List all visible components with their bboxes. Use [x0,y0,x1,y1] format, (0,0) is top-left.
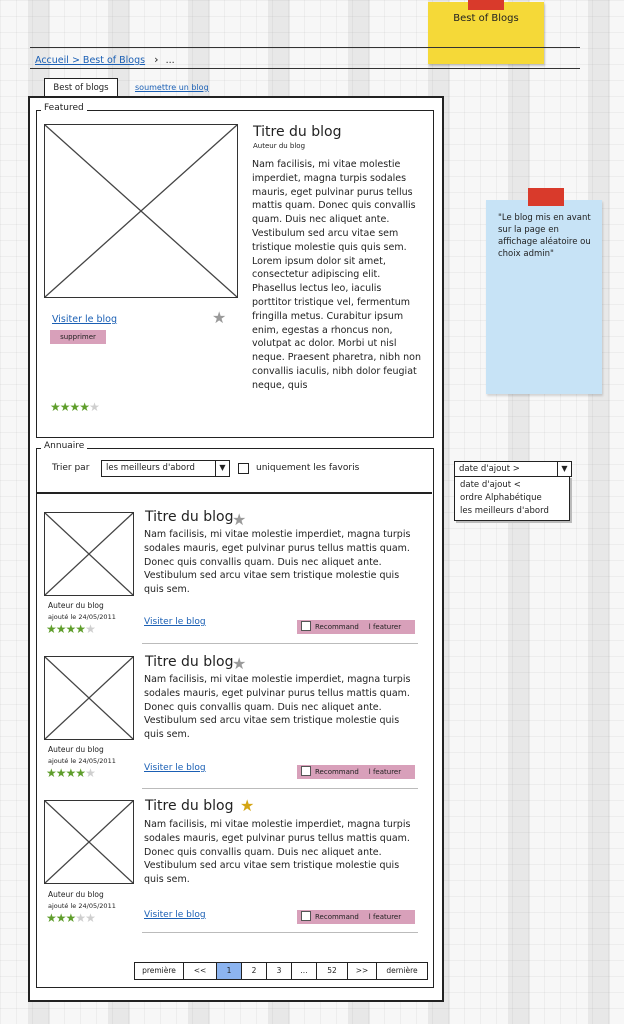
page-button[interactable]: 3 [267,963,292,979]
page-button[interactable]: 1 [217,963,242,979]
divider [30,68,580,69]
recommend-label: Recommand [315,913,359,921]
blog-description: Nam facilisis, mi vitae molestie imperdiet, magna turpis sodales mauris, eget pulvinar purus tellus mattis quam. Donec quis convallis quam. Duis nec aliquet ante. Vestibulum sed arcu vitae sem tristique molestie quis quis sem. [144,674,411,741]
sort-select[interactable] [101,460,230,477]
chevron-right-icon: › [154,53,159,66]
featured-rating [50,401,99,413]
page-button[interactable]: 2 [242,963,267,979]
rating-star-icon[interactable]: ★ [85,766,95,780]
blog-date: ajouté le 24/05/2011 [48,613,116,621]
rating-star-icon[interactable]: ★ [65,911,76,925]
favorites-label: uniquement les favoris [256,463,360,473]
rating-star-icon[interactable]: ★ [46,766,56,780]
rating-star-icon[interactable]: ★ [50,400,60,414]
page-prev-button[interactable]: << [184,963,217,979]
blog-image-placeholder [44,800,134,884]
featured-legend-text: Featured [44,103,84,113]
blog-visit-link[interactable]: Visiter le blog [144,763,206,773]
featured-visit-link[interactable]: Visiter le blog [52,314,118,325]
breadcrumb-trail[interactable]: Accueil > Best of Blogs [35,55,146,66]
feature-label: l featurer [368,768,402,776]
blog-image-placeholder [44,656,134,740]
tape [468,0,504,10]
annuaire-legend-text: Annuaire [44,441,85,451]
divider [30,47,580,48]
page-button[interactable]: 52 [317,963,348,979]
rating-star-icon[interactable]: ★ [75,622,86,636]
recommend-checkbox-icon [301,911,311,921]
feature-label: l featurer [368,623,402,631]
recommend-checkbox-icon [301,621,311,631]
featured-title: Titre du blog [253,124,342,140]
favorite-star-icon[interactable]: ★ [212,308,227,327]
blog-rating [46,912,95,924]
blog-author: Auteur du blog [48,745,104,754]
page-next-button[interactable]: >> [348,963,377,979]
sort-dropdown-list [454,476,570,521]
divider [142,643,418,644]
sticky-note-text: "Le blog mis en avant sur la page en affichage aléatoire ou choix admin" [498,213,591,259]
favorite-star-icon[interactable]: ★ [232,654,247,673]
feature-label: l featurer [368,913,402,921]
divider [142,932,418,933]
sort-label: Trier par [52,463,90,473]
chevron-down-icon: ▼ [215,461,229,476]
rating-star-icon[interactable]: ★ [69,400,80,414]
sort-dropdown-value: date d'ajout > [459,464,520,474]
blog-description: Nam facilisis, mi vitae molestie imperdiet, magna turpis sodales mauris, eget pulvinar purus tellus mattis quam. Donec quis convallis quam. Duis nec aliquet ante. Vestibulum sed arcu vitae sem tristique molestie quis quis sem. [144,819,411,886]
sort-select-value: les meilleurs d'abord [106,463,195,473]
blog-title: Titre du blog [145,798,234,814]
rating-star-icon[interactable]: ★ [75,766,86,780]
favorite-star-icon[interactable]: ★ [232,510,247,529]
blog-date: ajouté le 24/05/2011 [48,902,116,910]
featured-image-placeholder [44,124,238,298]
delete-button[interactable]: supprimer [50,330,106,344]
tape [528,188,564,206]
annuaire-legend [41,441,87,451]
dropdown-option[interactable]: ordre Alphabétique [460,493,542,503]
more-indicator: ... [226,487,237,497]
rating-star-icon[interactable]: ★ [79,400,90,414]
page-last-button[interactable]: dernière [386,966,418,975]
sticky-note-annotation [486,200,602,394]
recommend-label: Recommand [315,768,359,776]
featured-legend [41,103,87,113]
dropdown-option[interactable]: date d'ajout < [460,480,521,490]
dropdown-option[interactable]: les meilleurs d'abord [460,506,549,516]
sticky-title-text: Best of Blogs [453,13,519,24]
recommend-feature-button[interactable] [297,765,415,779]
recommend-feature-button[interactable] [297,620,415,634]
rating-star-icon[interactable]: ★ [55,766,66,780]
rating-star-icon[interactable]: ★ [46,622,56,636]
rating-star-icon[interactable]: ★ [55,622,66,636]
breadcrumb-more: ... [165,55,175,66]
blog-visit-link[interactable]: Visiter le blog [144,617,206,627]
featured-author: Auteur du blog [253,142,306,150]
rating-star-icon[interactable]: ★ [75,911,86,925]
featured-description: Nam facilisis, mi vitae molestie imperdiet, magna turpis sodales mauris, eget pulvinar purus tellus mattis quam. Donec quis convallis quam. Duis nec aliquet ante. Vestibulum sed arcu vitae sem tristique molestie quis quis sem. Lorem ipsum dolor sit amet, consectetur adipiscing elit. Phasellus lectus leo, iaculis porttitor tristique vel, fermentum fringilla metus. Curabitur ipsum enim, egestas a rhoncus non, volutpat ac dolor. Morbi ut nisl neque. Praesent pharetra, nibh non convallis iaculis, nibh dolor feugiat neque, quis [252,159,421,391]
blog-visit-link[interactable]: Visiter le blog [144,910,206,920]
favorites-checkbox[interactable] [238,463,249,474]
recommend-label: Recommand [315,623,359,631]
rating-star-icon[interactable]: ★ [46,911,56,925]
chevron-down-icon: ▼ [557,462,571,476]
tab-submit-blog[interactable]: soumettre un blog [135,83,209,92]
page-ellipsis: ... [292,963,317,979]
breadcrumb [35,53,175,66]
blog-title: Titre du blog [145,654,234,670]
rating-star-icon[interactable]: ★ [89,400,99,414]
rating-star-icon[interactable]: ★ [65,622,76,636]
pagination [134,962,428,980]
blog-description: Nam facilisis, mi vitae molestie imperdiet, magna turpis sodales mauris, eget pulvinar purus tellus mattis quam. Donec quis convallis quam. Duis nec aliquet ante. Vestibulum sed arcu vitae sem tristique molestie quis quis sem. [144,529,411,596]
blog-date: ajouté le 24/05/2011 [48,757,116,765]
blog-rating [46,767,95,779]
tab-best-of-blogs[interactable]: Best of blogs [44,78,118,97]
rating-star-icon[interactable]: ★ [65,766,76,780]
blog-rating [46,623,95,635]
recommend-feature-button[interactable] [297,910,415,924]
rating-star-icon[interactable]: ★ [85,911,95,925]
divider [142,788,418,789]
favorite-star-icon[interactable]: ★ [240,796,255,815]
rating-star-icon[interactable]: ★ [85,622,95,636]
page-first-button[interactable]: première [135,963,184,979]
blog-image-placeholder [44,512,134,596]
rating-star-icon[interactable]: ★ [55,911,66,925]
blog-author: Auteur du blog [48,601,104,610]
sticky-note-title [428,2,544,64]
sort-dropdown[interactable] [454,461,572,477]
blog-title: Titre du blog [145,509,234,525]
recommend-checkbox-icon [301,766,311,776]
blog-author: Auteur du blog [48,890,104,899]
rating-star-icon[interactable]: ★ [59,400,70,414]
